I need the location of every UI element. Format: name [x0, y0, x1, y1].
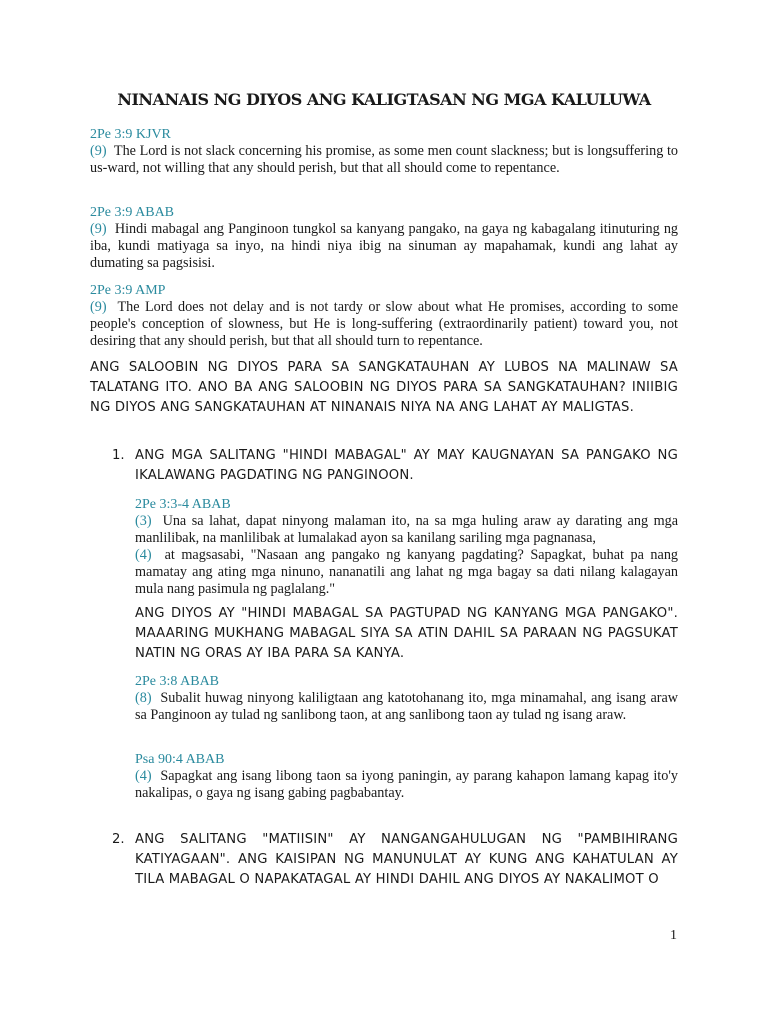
verse-text: [135, 690, 678, 724]
verse-body: Una sa lahat, dapat ninyong malaman ito, na sa mga huling araw ay darating ang mga manlilibak, na manlilibak at lumalakad ayon sa kanilang sariling mga pagnanasa,: [135, 513, 678, 546]
intro-paragraph: ANG SALOOBIN NG DIYOS PARA SA SANGKATAUHAN AY LUBOS NA MALINAW SA TALATANG ITO. ANO BA ANG SALOOBIN NG DIYOS PARA SA SANGKATAUHAN? INIIBIG NG DIYOS ANG SANGKATAUHAN AT NINANAIS NIYA NA ANG LAHAT AY MALIGTAS.: [90, 360, 678, 415]
verse-block-kjvr: [90, 126, 678, 177]
verse-reference: Psa 90:4 ABAB: [135, 752, 225, 767]
list-number: 1.: [112, 448, 125, 463]
verse-body: Subalit huwag ninyong kaliligtaan ang katotohanang ito, mga minamahal, ang isang araw sa Panginoon ay tulad ng sanlibong taon, at ang sanlibong taon ay tulad ng isang araw.: [135, 690, 679, 723]
verse-reference: 2Pe 3:9 ABAB: [90, 205, 175, 220]
verse-reference: 2Pe 3:8 ABAB: [135, 674, 220, 689]
verse-block-amp: [90, 282, 678, 350]
verse-reference: 2Pe 3:9 AMP: [90, 283, 166, 298]
verse-body: The Lord is not slack concerning his promise, as some men count slackness; but is longsuffering to us-ward, not willing that any should perish, but that all should come to repentance.: [90, 143, 679, 176]
verse-reference: 2Pe 3:9 KJVR: [90, 127, 171, 142]
verse-text: [90, 299, 678, 350]
verse-body: Hindi mabagal ang Panginoon tungkol sa kanyang pangako, na gaya ng kabagalang itinuturing ng iba, kundi matiyaga sa inyo, na hindi niya ibig na sinuman ay mapahamak, kundi ang lahat ay dumating sa pagsisisi.: [90, 221, 679, 271]
verse-text: [135, 547, 678, 598]
verse-block-psa-90-4: [135, 751, 678, 802]
verse-number: (3): [135, 513, 152, 529]
verse-block-abab: [90, 204, 678, 272]
verse-body: at magsasabi, "Nasaan ang pangako ng kanyang pagdating? Sapagkat, buhat pa nang mamatay ang ating mga ninuno, nananatili ang lahat ng mga bagay sa dati nilang kalagayan mula nang pasimula ng paglalang.": [135, 547, 679, 597]
document-title: NINANAIS NG DIYOS ANG KALIGTASAN NG MGA KALULUWA: [117, 90, 651, 109]
verse-text: [135, 513, 678, 547]
list-item-paragraph: ANG SALITANG "MATIISIN" AY NANGANGAHULUGAN NG "PAMBIHIRANG KATIYAGAAN". ANG KAISIPAN NG MANUNULAT AY KUNG ANG KAHATULAN AY TILA MABAGAL O NAPAKATAGAL AY HINDI DAHIL ANG DIYOS AY NAKALIMOT O: [135, 832, 678, 887]
list-number: 2.: [112, 832, 125, 847]
verse-block-2pe-3-8: [135, 673, 678, 724]
verse-text: [90, 143, 678, 177]
verse-body: The Lord does not delay and is not tardy or slow about what He promises, according to some people's conception of slowness, but He is long-suffering (extraordinarily patient) toward you, not desiring that any should perish, but that all should turn to repentance.: [90, 299, 679, 349]
verse-number: (4): [135, 768, 152, 784]
verse-number: (9): [90, 221, 107, 237]
page-number: 1: [670, 928, 677, 943]
list-item-heading: ANG MGA SALITANG "HINDI MABAGAL" AY MAY KAUGNAYAN SA PANGAKO NG IKALAWANG PAGDATING NG PANGINOON.: [135, 448, 678, 483]
list-item-paragraph: ANG DIYOS AY "HINDI MABAGAL SA PAGTUPAD NG KANYANG MGA PANGAKO". MAAARING MUKHANG MABAGAL SIYA SA ATIN DAHIL SA PARAAN NG PAGSUKAT NATIN NG ORAS AY IBA PARA SA KANYA.: [135, 606, 678, 661]
verse-number: (4): [135, 547, 152, 563]
verse-text: [135, 768, 678, 802]
verse-reference: 2Pe 3:3-4 ABAB: [135, 497, 231, 512]
verse-number: (9): [90, 143, 107, 159]
verse-block-2pe-3-3-4: [135, 496, 678, 598]
verse-text: [90, 221, 678, 272]
verse-number: (8): [135, 690, 152, 706]
verse-body: Sapagkat ang isang libong taon sa iyong paningin, ay parang kahapon lamang kapag ito'y nakalipas, o gaya ng isang gabing pagbabantay.: [135, 768, 678, 801]
verse-number: (9): [90, 299, 107, 315]
